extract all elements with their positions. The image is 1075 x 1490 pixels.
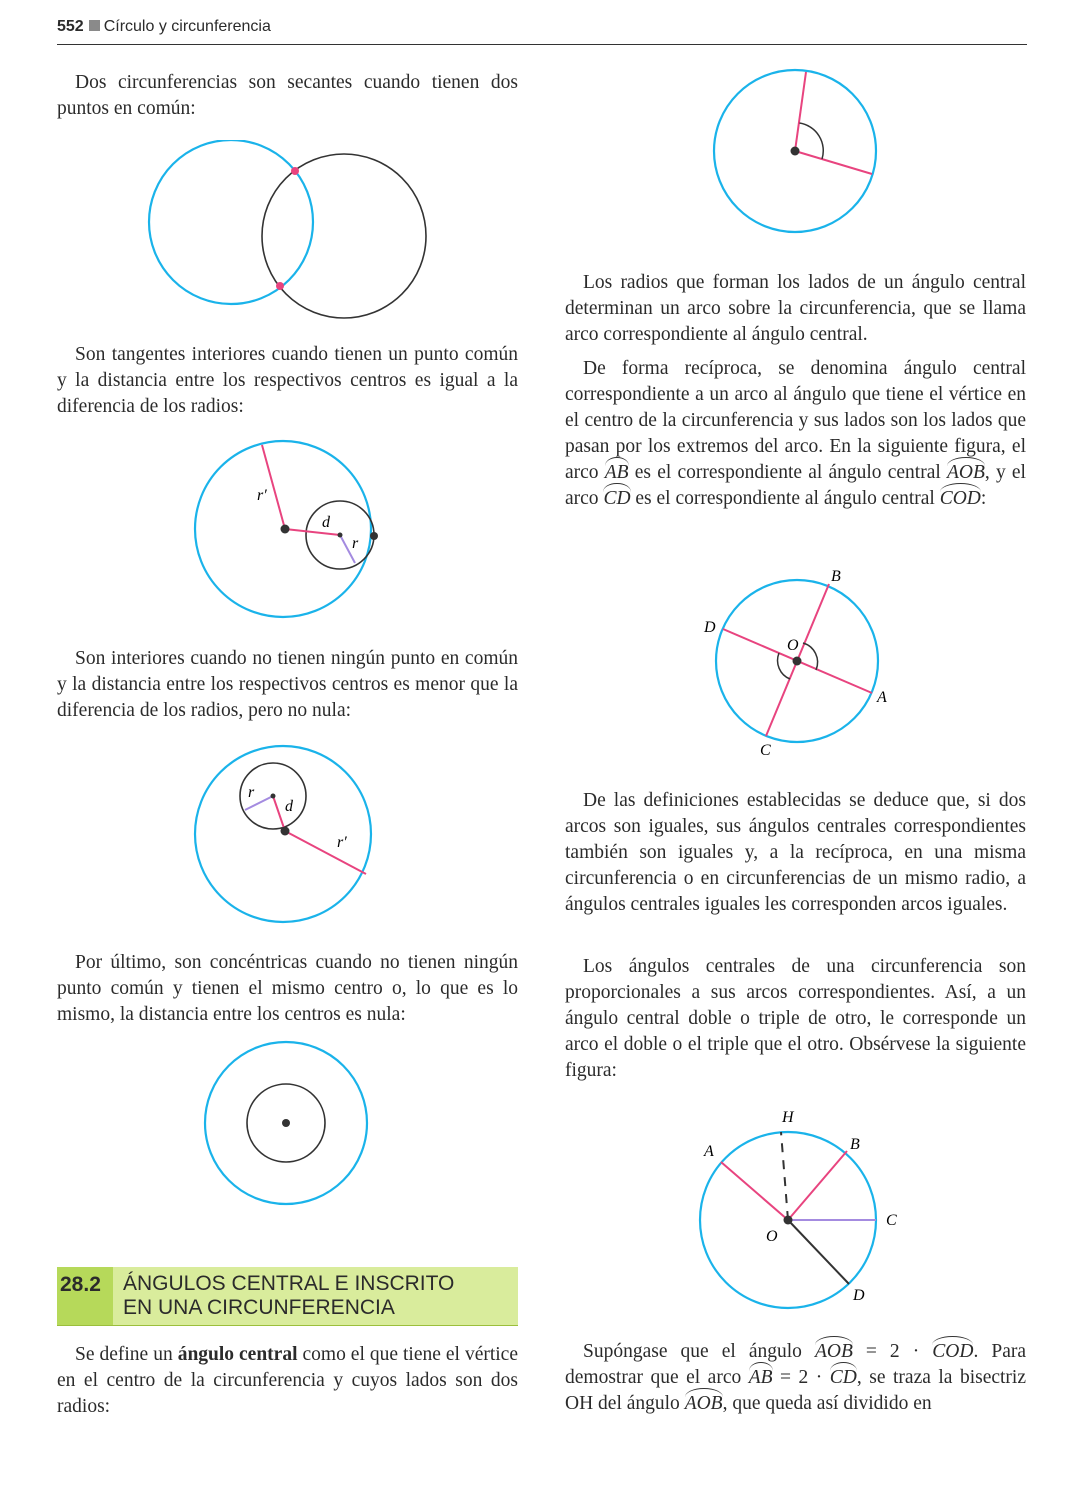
paragraph-supongase: Supóngase que el ángulo AOB = 2 · COD. Para demostrar que el arco AB = 2 · CD, se traza la bisectriz OH del ángulo AOB, que queda así dividido en	[565, 1339, 1026, 1417]
section-heading	[57, 1267, 518, 1326]
radius-r-prime	[285, 831, 366, 874]
distance-d	[273, 796, 285, 831]
running-title: Círculo y circunferencia	[103, 18, 271, 35]
vertex-point	[791, 147, 800, 156]
figure-arcs-ab-cd	[690, 562, 910, 762]
distance-d	[285, 529, 340, 535]
paragraph-reciproca: De forma recíproca, se denomina ángulo central correspondiente a un arco al ángulo que tiene el vértice en el centro de la circunferencia y sus lados son los lados que pasan por los extremos del arco. En la siguiente figura, el arco AB es el correspondiente al ángulo central AOB, y el arco CD es el correspondiente al ángulo central COD:	[565, 356, 1026, 512]
figure-interior-circles	[185, 740, 385, 930]
arc-cd: CD	[603, 486, 630, 512]
center-point	[784, 1216, 793, 1225]
term-angulo-central: ángulo central	[177, 1344, 298, 1365]
center-point	[793, 657, 802, 666]
figure-secant-circles	[140, 140, 440, 320]
figure-internally-tangent	[185, 435, 385, 625]
section-title: ÁNGULOS CENTRAL E INSCRITO EN UNA CIRCUNFERENCIA	[123, 1272, 455, 1319]
arc-cod: COD	[940, 486, 981, 512]
arc-ab: AB	[605, 460, 629, 486]
dark-circle	[262, 154, 426, 318]
arc-aob: AOB	[947, 460, 985, 486]
label-D: D	[704, 619, 716, 636]
label-d: d	[322, 514, 330, 531]
radius	[795, 151, 872, 174]
page-number: 552	[57, 18, 84, 35]
label-r-prime: r′	[337, 834, 347, 851]
header-square-icon	[89, 20, 100, 31]
center-point	[282, 1119, 290, 1127]
arc-aob: AOB	[815, 1339, 853, 1365]
figure-concentric-circles	[200, 1040, 375, 1210]
paragraph-concentricas: Por último, son concéntricas cuando no tienen ningún punto común y tienen el mismo centro o, lo que es lo mismo, la distancia entre los centros es nula:	[57, 952, 518, 1025]
bisector-oh	[781, 1132, 788, 1220]
paragraph-arco-correspondiente: Los radios que forman los lados de un ángulo central determinan un arco sobre la circunferencia, que se llama arco correspondiente al ángulo central.	[565, 272, 1026, 345]
label-C: C	[886, 1212, 897, 1229]
intersection-point	[291, 167, 299, 175]
center-point	[271, 794, 276, 799]
paragraph-arcos-iguales: De las definiciones establecidas se deduce que, si dos arcos son iguales, sus ángulos centrales correspondientes también son iguales y, a la recíproca, en una misma circunferencia o en circunferencias de un mismo radio, a ángulos centrales iguales les corresponden arcos iguales.	[565, 790, 1026, 915]
arc-cd: CD	[830, 1365, 857, 1391]
label-r-prime: r′	[257, 487, 267, 504]
label-B: B	[831, 568, 841, 585]
label-D: D	[853, 1287, 865, 1304]
tangent-point	[370, 532, 378, 540]
center-point	[281, 827, 290, 836]
paragraph-secantes: Dos circunferencias son secantes cuando tienen dos puntos en común:	[57, 72, 518, 119]
paragraph-interiores: Son interiores cuando no tienen ningún punto en común y la distancia entre los respectivos centros es menor que la diferencia de los radios, pero no nula:	[57, 648, 518, 721]
label-O: O	[787, 637, 799, 654]
paragraph-proporcionales: Los ángulos centrales de una circunferencia son proporcionales a sus arcos correspondientes. Así, a un ángulo central doble o triple de otro, le corresponde un arco el doble o el triple que el otro. Obsérvese la siguiente figura:	[565, 956, 1026, 1081]
label-r: r	[352, 535, 359, 552]
radius-od	[788, 1220, 849, 1284]
figure-bisector	[690, 1100, 910, 1310]
intersection-point	[276, 282, 284, 290]
center-point	[338, 533, 343, 538]
center-point	[281, 525, 290, 534]
arc-ab: AB	[749, 1365, 773, 1391]
paragraph-tangentes-interiores: Son tangentes interiores cuando tienen un punto común y la distancia entre los respectivos centros es igual a la diferencia de los radios:	[57, 344, 518, 417]
page-header	[57, 18, 1027, 45]
label-A: A	[877, 689, 887, 706]
label-d: d	[285, 798, 293, 815]
label-H: H	[782, 1109, 794, 1126]
arc-cod: COD	[932, 1339, 973, 1365]
radius-oa	[721, 1162, 788, 1220]
arc-aob: AOB	[685, 1391, 723, 1417]
label-C: C	[760, 742, 771, 759]
label-B: B	[850, 1136, 860, 1153]
label-r: r	[248, 784, 255, 801]
label-A: A	[704, 1143, 714, 1160]
radius	[795, 72, 806, 151]
section-number: 28.2	[57, 1267, 113, 1325]
paragraph-angulo-central: Se define un ángulo central como el que tiene el vértice en el centro de la circunferencia y cuyos lados son dos radios:	[57, 1344, 518, 1417]
label-O: O	[766, 1228, 778, 1245]
figure-central-angle	[705, 62, 885, 242]
cyan-circle	[149, 140, 313, 304]
radius-ob	[788, 1151, 847, 1220]
